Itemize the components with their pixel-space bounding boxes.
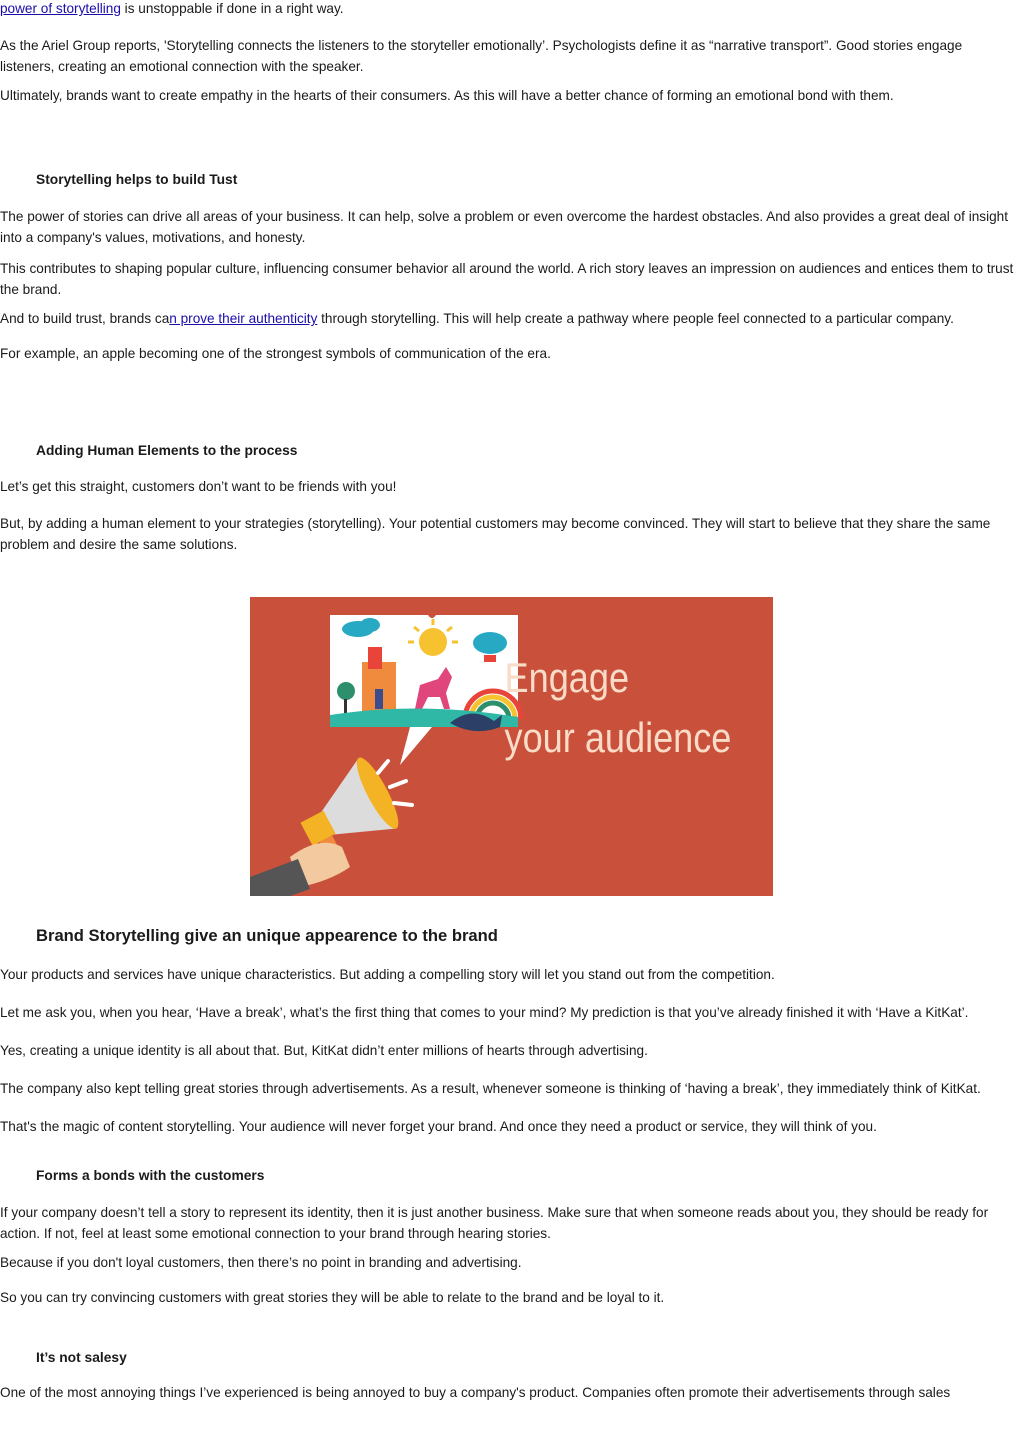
trust-paragraph-4: For example, an apple becoming one of the strongest symbols of communication of the era. (0, 346, 551, 361)
power-of-storytelling-link[interactable]: power of storytelling (0, 1, 121, 16)
unique-paragraph-3: Yes, creating a unique identity is all about that. But, KitKat didn’t enter millions of hearts through advertising. (0, 1043, 648, 1058)
prove-authenticity-link[interactable]: n prove their authenticity (169, 311, 318, 326)
engage-illustration (250, 597, 773, 896)
intro-text: is unstoppable if done in a right way. (120, 1, 344, 16)
engage-audience-image (250, 597, 773, 896)
salesy-paragraph-1: One of the most annoying things I’ve experienced is being annoyed to buy a company's product. Companies often promote their advertisements through sales (0, 1385, 951, 1400)
unique-paragraph-5: That's the magic of content storytelling. Your audience will never forget your brand. And once they need a product or service, they will think of you. (0, 1119, 877, 1134)
unique-paragraph-2: Let me ask you, when you hear, ‘Have a break’, what’s the first thing that comes to your mind? My prediction is that you’ve already finished it with ‘Have a KitKat’. (0, 1005, 969, 1020)
human-paragraph-1: Let’s get this straight, customers don’t want to be friends with you! (0, 479, 397, 494)
trust-p3-text-end: through storytelling. This will help create a pathway where people feel connected to a particular company. (317, 311, 954, 326)
ariel-group-paragraph: As the Ariel Group reports, 'Storytelling connects the listeners to the storyteller emotionally’. Psychologists define it as “narrative transport”. Good stories engage listeners, creating an emotional connection with the speaker. (0, 38, 963, 74)
human-heading: Adding Human Elements to the process (36, 443, 298, 458)
engage-text: Engage (504, 655, 630, 702)
your-audience-text: your audience (504, 715, 732, 762)
trust-p3-text: And to build trust, brands ca (0, 311, 170, 326)
trust-paragraph-1: The power of stories can drive all areas of your business. It can help, solve a problem or even overcome the hardest obstacles. And also provides a great deal of insight into a company's values, motivations, and honesty. (0, 209, 1009, 245)
trust-heading: Storytelling helps to build Tust (36, 172, 238, 187)
bonds-paragraph-3: So you can try convincing customers with great stories they will be able to relate to the brand and be loyal to it. (0, 1290, 665, 1305)
unique-paragraph-1: Your products and services have unique characteristics. But adding a compelling story will let you stand out from the competition. (0, 967, 775, 982)
bonds-paragraph-2: Because if you don't loyal customers, then there’s no point in branding and advertising. (0, 1255, 522, 1270)
unique-paragraph-4: The company also kept telling great stories through advertisements. As a result, whenever someone is thinking of ‘having a break’, they immediately think of KitKat. (0, 1081, 981, 1096)
salesy-heading: It’s not salesy (36, 1350, 127, 1365)
human-paragraph-2: But, by adding a human element to your strategies (storytelling). Your potential customers may become convinced. They will start to believe that they share the same problem and desire the same solutions. (0, 516, 991, 552)
unique-heading: Brand Storytelling give an unique appearence to the brand (36, 926, 498, 945)
intro-paragraph (0, 0, 1016, 19)
empathy-paragraph: Ultimately, brands want to create empathy in the hearts of their consumers. As this will have a better chance of forming an emotional bond with them. (0, 88, 894, 103)
trust-paragraph-3 (0, 308, 1016, 329)
bonds-heading: Forms a bonds with the customers (36, 1168, 265, 1183)
bonds-paragraph-1: If your company doesn’t tell a story to represent its identity, then it is just another business. Make sure that when someone reads about you, they should be ready for action. If not, feel at least some emotional connection to your brand through hearing stories. (0, 1205, 989, 1241)
trust-paragraph-2: This contributes to shaping popular culture, influencing consumer behavior all around the world. A rich story leaves an impression on audiences and entices them to trust the brand. (0, 261, 1014, 297)
